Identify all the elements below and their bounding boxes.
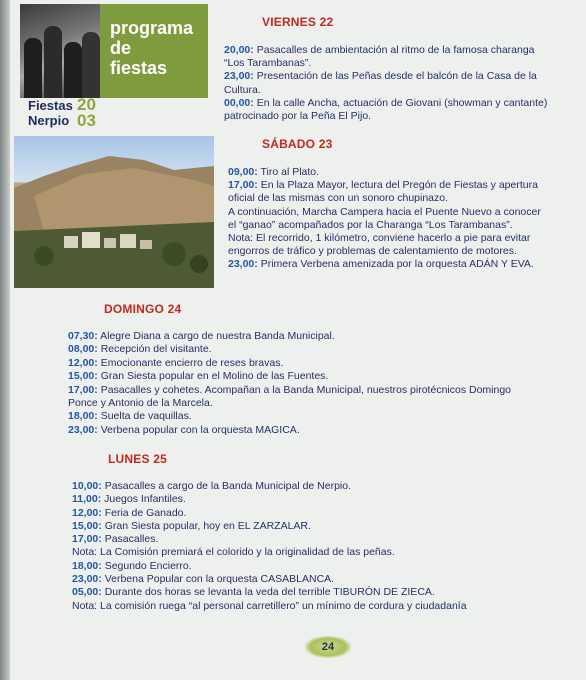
event-line xyxy=(224,97,547,110)
page-number: 24 xyxy=(305,636,351,658)
event-line xyxy=(228,232,541,245)
event-line xyxy=(228,179,541,192)
event-text: Pasacalles y cohetes. Acompañan a la Banda Municipal, nuestros pirotécnicos Domingo xyxy=(97,383,512,396)
event-text: Segundo Encierro. xyxy=(101,559,192,572)
day-heading: VIERNES 22 xyxy=(262,15,334,29)
event-time: 18,00: xyxy=(68,410,98,423)
event-text: Alegre Diana a cargo de nuestra Banda Municipal. xyxy=(97,330,335,342)
event-line xyxy=(68,343,511,356)
event-text: Emocionante encierro de reses bravas. xyxy=(97,356,284,369)
event-line xyxy=(68,330,511,343)
event-text: Gran Siesta popular en el Molino de las Fuentes. xyxy=(97,370,329,383)
page-binding-shadow xyxy=(0,0,10,680)
event-time: 23,00: xyxy=(72,573,102,586)
event-line xyxy=(228,245,541,258)
event-line xyxy=(68,357,511,370)
event-text: oficial de las mismas con un sonoro chupinazo. xyxy=(228,192,449,205)
event-text: Pasacalles de ambientación al ritmo de la famosa charanga xyxy=(253,44,535,56)
landscape-drawing xyxy=(14,136,214,288)
event-text: Verbena Popular con la orquesta CASABLANCA. xyxy=(101,573,335,586)
event-line xyxy=(72,600,467,613)
event-text: Pasacalles a cargo de la Banda Municipal de Nerpio. xyxy=(101,480,352,492)
event-line xyxy=(72,546,467,559)
event-time: 09,00: xyxy=(228,166,258,178)
event-text: Presentación de las Peñas desde el balcón de la Casa de la xyxy=(253,70,537,83)
event-time: 23,00: xyxy=(228,258,258,271)
event-text: engorros de tráfico y problemas de calentamiento de motores. xyxy=(228,245,517,258)
event-text: Recepción del visitante. xyxy=(97,343,212,356)
logo-year-top: 20 xyxy=(77,95,96,114)
event-line xyxy=(68,384,511,397)
event-text: el “ganao” acompañados por la Charanga “Los Tarambanas”. xyxy=(228,218,513,231)
event-time: 11,00: xyxy=(72,493,102,506)
event-time: 17,00: xyxy=(72,533,102,546)
event-line xyxy=(72,560,467,573)
event-time: 12,00: xyxy=(68,356,98,369)
event-time: 00,00: xyxy=(224,96,254,109)
event-text: “Los Tarambanas”. xyxy=(224,57,312,70)
event-line xyxy=(228,219,541,232)
event-text: Nota: La Comisión premiará el colorido y la originalidad de las peñas. xyxy=(72,546,395,559)
day-heading: LUNES 25 xyxy=(108,452,167,466)
event-line xyxy=(228,206,541,219)
logo-year-bottom: 03 xyxy=(77,111,96,130)
programa-title-box xyxy=(100,4,208,98)
event-time: 20,00: xyxy=(224,44,254,56)
day-events xyxy=(228,166,541,272)
event-line xyxy=(224,44,547,57)
title-line-3: fiestas xyxy=(110,58,168,78)
event-line xyxy=(72,586,467,599)
event-text: Feria de Ganado. xyxy=(101,506,187,519)
event-text: Primera Verbena amenizada por la orquesta ADÁN Y EVA. xyxy=(257,258,534,271)
event-text: Ponce y Antonio de la Marcela. xyxy=(68,397,213,410)
event-line xyxy=(72,573,467,586)
event-time: 07,30: xyxy=(68,330,98,342)
title-line-1: programa xyxy=(110,18,194,38)
event-text: Suelta de vaquillas. xyxy=(97,410,192,423)
nerpio-landscape-photo xyxy=(14,136,214,288)
event-text: Nota: La comisión ruega “al personal carretillero” un mínimo de cordura y ciudadanía xyxy=(72,599,467,612)
event-line xyxy=(72,520,467,533)
event-time: 05,00: xyxy=(72,586,102,599)
event-text: En la Plaza Mayor, lectura del Pregón de Fiestas y apertura xyxy=(257,179,538,192)
event-time: 15,00: xyxy=(68,370,98,383)
event-time: 23,00: xyxy=(68,423,98,436)
event-text: En la calle Ancha, actuación de Giovani (showman y cantante) xyxy=(253,96,548,109)
event-time: 18,00: xyxy=(72,559,102,572)
day-events xyxy=(72,480,467,613)
day-events xyxy=(224,44,547,123)
event-text: Juegos Infantiles. xyxy=(101,493,186,506)
event-time: 23,00: xyxy=(224,70,254,83)
event-text: Pasacalles. xyxy=(101,533,159,546)
fiestas-nerpio-logo xyxy=(28,96,128,130)
event-line xyxy=(228,258,541,271)
procession-photo xyxy=(20,4,100,98)
event-line xyxy=(224,84,547,97)
day-heading: SÁBADO 23 xyxy=(262,137,333,151)
event-line xyxy=(72,480,467,493)
event-line xyxy=(72,507,467,520)
event-time: 17,00: xyxy=(68,383,98,396)
event-time: 10,00: xyxy=(72,480,102,492)
event-time: 17,00: xyxy=(228,179,258,192)
logo-nerpio: Nerpio xyxy=(28,113,70,128)
event-line xyxy=(72,533,467,546)
day-heading: DOMINGO 24 xyxy=(104,302,182,316)
event-line xyxy=(224,70,547,83)
event-text: patrocinado por la Peña El Pijo. xyxy=(224,110,372,123)
title-line-2: de xyxy=(110,38,132,58)
event-line xyxy=(68,370,511,383)
event-line xyxy=(68,410,511,423)
event-line xyxy=(228,166,541,179)
logo-fiestas: Fiestas xyxy=(28,98,73,113)
event-line xyxy=(228,192,541,205)
event-text: Durante dos horas se levanta la veda del terrible TIBURÓN DE ZIECA. xyxy=(101,586,435,599)
event-text: Tiro al Plato. xyxy=(257,166,320,178)
event-text: A continuación, Marcha Campera hacia el Puente Nuevo a conocer xyxy=(228,205,541,218)
event-time: 12,00: xyxy=(72,506,102,519)
event-text: Nota: El recorrido, 1 kilómetro, conviene hacerlo a pie para evitar xyxy=(228,232,531,245)
event-text: Verbena popular con la orquesta MAGICA. xyxy=(97,423,300,436)
event-line xyxy=(224,110,547,123)
event-line xyxy=(68,397,511,410)
event-line xyxy=(224,57,547,70)
event-time: 08,00: xyxy=(68,343,98,356)
event-line xyxy=(68,424,511,437)
event-time: 15,00: xyxy=(72,519,102,532)
event-line xyxy=(72,493,467,506)
event-text: Gran Siesta popular, hoy en EL ZARZALAR. xyxy=(101,519,311,532)
event-text: Cultura. xyxy=(224,83,261,96)
day-events xyxy=(68,330,511,437)
